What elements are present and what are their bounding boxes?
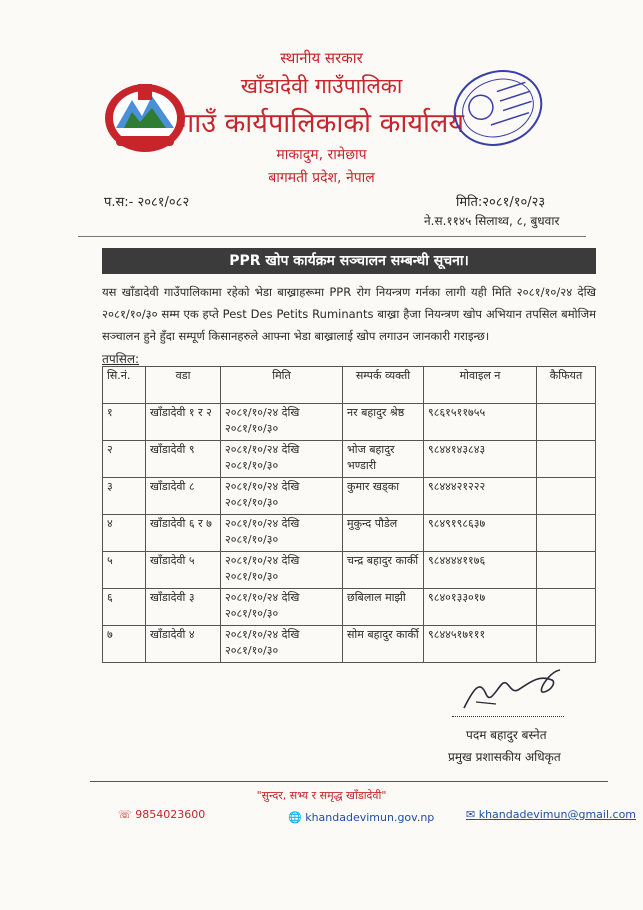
remarks-cell bbox=[537, 441, 596, 478]
letter-date: मिति:२०८१/१०/२३ bbox=[456, 195, 546, 210]
reference-number: प.स:- २०८१/०८२ bbox=[104, 195, 190, 210]
col-remarks: कैफियत bbox=[537, 367, 596, 404]
table-label: तपसिल: bbox=[102, 352, 140, 366]
serial-cell: ३ bbox=[103, 478, 146, 515]
mobile-cell: ९८४४१४३८४३ bbox=[424, 441, 537, 478]
signature-line bbox=[452, 716, 564, 717]
date-cell: २०८१/१०/२४ देखि २०८१/१०/३० bbox=[221, 515, 343, 552]
footer-slogan: "सुन्दर, सभ्य र समृद्ध खाँडादेवी" bbox=[256, 789, 387, 802]
date-cell: २०८१/१०/२४ देखि २०८१/१०/३० bbox=[221, 478, 343, 515]
table-header-row bbox=[103, 367, 596, 404]
mobile-cell: ९८४४४४११७६ bbox=[424, 552, 537, 589]
header-line-1: स्थानीय सरकार bbox=[280, 49, 363, 67]
ward-cell: खाँडादेवी ५ bbox=[146, 552, 221, 589]
serial-cell: ६ bbox=[103, 589, 146, 626]
header-line-5: बागमती प्रदेश, नेपाल bbox=[268, 170, 375, 186]
table-row bbox=[103, 478, 596, 515]
contact-cell: मुकुन्द पौडेल bbox=[343, 515, 424, 552]
contact-cell: नर बहादुर श्रेष्ठ bbox=[343, 404, 424, 441]
date-cell: २०८१/१०/२४ देखि २०८१/१०/३० bbox=[221, 626, 343, 663]
mobile-cell: ९८४४४२१२२२ bbox=[424, 478, 537, 515]
mobile-cell: ९८४०१३३०१७ bbox=[424, 589, 537, 626]
table-row bbox=[103, 441, 596, 478]
col-ward: वडा bbox=[146, 367, 221, 404]
remarks-cell bbox=[537, 478, 596, 515]
footer-divider bbox=[90, 781, 608, 782]
schedule-table bbox=[102, 366, 596, 663]
date-cell: २०८१/१०/२४ देखि २०८१/१०/३० bbox=[221, 441, 343, 478]
signature-icon bbox=[456, 664, 566, 714]
contact-cell: कुमार खड्का bbox=[343, 478, 424, 515]
contact-cell: भोज बहादुर भण्डारी bbox=[343, 441, 424, 478]
officer-title: प्रमुख प्रशासकीय अधिकृत bbox=[448, 750, 561, 764]
remarks-cell bbox=[537, 589, 596, 626]
remarks-cell bbox=[537, 515, 596, 552]
email-text: khandadevimun@gmail.com bbox=[478, 808, 637, 821]
table-row bbox=[103, 552, 596, 589]
date-cell: २०८१/१०/२४ देखि २०८१/१०/३० bbox=[221, 589, 343, 626]
serial-cell: १ bbox=[103, 404, 146, 441]
serial-cell: २ bbox=[103, 441, 146, 478]
office-seal-icon bbox=[446, 62, 550, 154]
table-row bbox=[103, 515, 596, 552]
table-row bbox=[103, 589, 596, 626]
contact-cell: छबिलाल माझी bbox=[343, 589, 424, 626]
col-serial: सि.नं. bbox=[103, 367, 146, 404]
mobile-cell: ९८४९१९८६३७ bbox=[424, 515, 537, 552]
notice-title: PPR खोप कार्यक्रम सञ्चालन सम्बन्धी सूचना। bbox=[102, 248, 596, 274]
col-mobile: मोवाइल न bbox=[424, 367, 537, 404]
mobile-cell: ९८४४५१७१११ bbox=[424, 626, 537, 663]
table-row bbox=[103, 626, 596, 663]
serial-cell: ४ bbox=[103, 515, 146, 552]
footer-email[interactable] bbox=[466, 808, 636, 821]
notice-body: यस खाँडादेवी गाउँपालिकामा रहेको भेडा बाख्राहरूमा PPR रोग नियन्त्रण गर्नका लागी यही मिति २०८१/१०/२४ देखि २०८१/१०/३० सम्म एक हप्ते Pest Des Petits Ruminants बाख्रा हैजा नियन्त्रण खोप अभियान तपसिल बमोजिम सञ्चालन हुने हुँदा सम्पूर्ण किसानहरुले आफ्ना भेडा बाख्रालाई खोप लगाउन जानकारी गराइन्छ। bbox=[102, 285, 596, 343]
serial-cell: ५ bbox=[103, 552, 146, 589]
header-line-3: गाउँ कार्यपालिकाको कार्यालय bbox=[179, 108, 464, 139]
website-text: khandadevimun.gov.np bbox=[305, 811, 435, 824]
footer-website[interactable] bbox=[288, 811, 434, 824]
footer-phone: ☏ 9854023600 bbox=[118, 808, 206, 821]
envelope-icon: ✉ bbox=[466, 808, 476, 821]
date-cell: २०८१/१०/२४ देखि २०८१/१०/३० bbox=[221, 552, 343, 589]
date-cell: २०८१/१०/२४ देखि २०८१/१०/३० bbox=[221, 404, 343, 441]
ward-cell: खाँडादेवी १ र २ bbox=[146, 404, 221, 441]
officer-name: पदम बहादुर बस्नेत bbox=[466, 728, 547, 742]
mobile-cell: ९८६१५११७५५ bbox=[424, 404, 537, 441]
ward-cell: खाँडादेवी ८ bbox=[146, 478, 221, 515]
header-line-2: खाँडादेवी गाउँपालिका bbox=[240, 74, 403, 98]
remarks-cell bbox=[537, 552, 596, 589]
remarks-cell bbox=[537, 404, 596, 441]
contact-cell: चन्द्र बहादुर कार्की bbox=[343, 552, 424, 589]
remarks-cell bbox=[537, 626, 596, 663]
col-date: मिति bbox=[221, 367, 343, 404]
globe-icon: 🌐 bbox=[288, 811, 302, 824]
table-row bbox=[103, 404, 596, 441]
nepal-sambat-date: ने.स.११४५ सिलाथ्व, ८, बुधवार bbox=[424, 214, 560, 228]
header-divider bbox=[78, 236, 586, 237]
ward-cell: खाँडादेवी ९ bbox=[146, 441, 221, 478]
col-contact: सम्पर्क व्यक्ती bbox=[343, 367, 424, 404]
header-line-4: माकादुम, रामेछाप bbox=[276, 147, 367, 163]
contact-cell: सोम बहादुर कार्की bbox=[343, 626, 424, 663]
ward-cell: खाँडादेवी ४ bbox=[146, 626, 221, 663]
ward-cell: खाँडादेवी ६ र ७ bbox=[146, 515, 221, 552]
serial-cell: ७ bbox=[103, 626, 146, 663]
ward-cell: खाँडादेवी ३ bbox=[146, 589, 221, 626]
